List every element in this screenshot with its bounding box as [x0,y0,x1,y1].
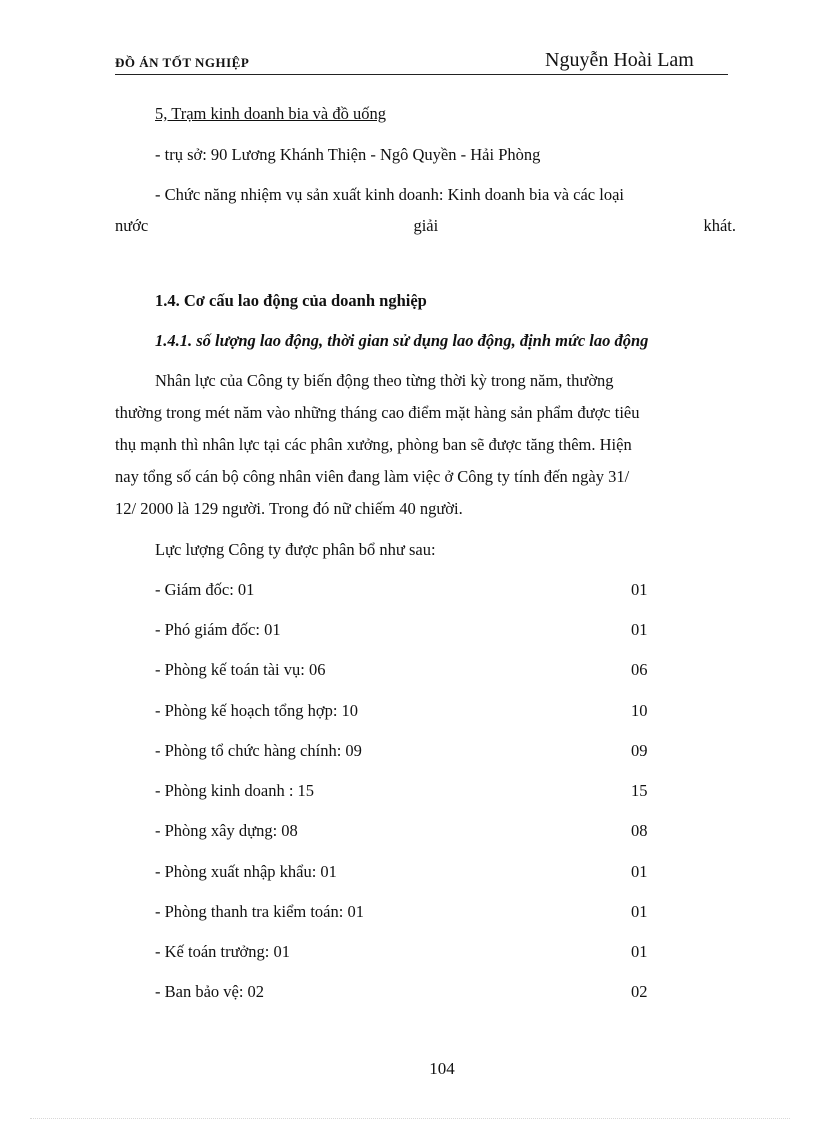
section-1-4-heading: 1.4. Cơ cấu lao động của doanh nghiệp [155,291,427,310]
staff-label: - Phòng kế hoạch tổng hợp: 10 [155,701,359,720]
staff-row [155,660,650,680]
staff-label: - Phòng thanh tra kiểm toán: 01 [155,902,364,921]
staff-row [155,580,650,600]
staff-label: - Phòng tổ chức hàng chính: 09 [155,741,362,760]
staff-value: 01 [631,942,648,961]
section-5-address: - trụ sở: 90 Lương Khánh Thiện - Ngô Quyền - Hải Phòng [155,145,541,164]
staff-value: 08 [631,821,648,840]
staff-row [155,701,650,721]
section-1-4-1-subheading: 1.4.1. số lượng lao động, thời gian sử dụng lao động, định mức lao động [155,331,649,350]
section-5-function-line-2 [115,216,736,236]
paragraph-line: thường trong mét năm vào những tháng cao điểm mặt hàng sản phẩm được tiêu [115,403,640,422]
header-title: ĐỒ ÁN TỐT NGHIỆP [115,55,250,70]
staff-list-intro: Lực lượng Công ty được phân bổ như sau: [155,540,436,559]
staff-label: - Phòng xây dựng: 08 [155,821,298,840]
staff-value: 01 [631,862,648,881]
page-number: 104 [429,1059,455,1078]
staff-row [155,942,650,962]
footer-divider [30,1118,790,1119]
staff-value: 10 [631,701,648,720]
header-author: Nguyễn Hoài Lam [545,49,694,71]
staff-row [155,620,650,640]
staff-value: 15 [631,781,648,800]
staff-value: 02 [631,982,648,1001]
paragraph-line: Nhân lực của Công ty biến động theo từng thời kỳ trong năm, thường [155,371,614,390]
staff-label: - Phó giám đốc: 01 [155,620,281,639]
staff-value: 01 [631,580,648,599]
staff-value: 09 [631,741,648,760]
paragraph-line: thụ mạnh thì nhân lực tại các phân xưởng, phòng ban sẽ được tăng thêm. Hiện [115,435,632,454]
word: giải [413,216,439,235]
word: nước [115,216,149,235]
staff-row [155,902,650,922]
section-5-function-line-1: - Chức năng nhiệm vụ sản xuất kinh doanh: Kinh doanh bia và các loại [155,185,624,204]
staff-row [155,821,650,841]
staff-row [155,862,650,882]
staff-value: 01 [631,902,648,921]
staff-label: - Kế toán trưởng: 01 [155,942,290,961]
staff-value: 06 [631,660,648,679]
paragraph-line: 12/ 2000 là 129 người. Trong đó nữ chiếm 40 người. [115,499,463,518]
page-header [115,50,728,75]
staff-label: - Phòng xuất nhập khẩu: 01 [155,862,337,881]
word: khát. [703,216,736,235]
paragraph-line: nay tổng số cán bộ công nhân viên đang làm việc ở Công ty tính đến ngày 31/ [115,467,630,486]
staff-row [155,781,650,801]
staff-label: - Ban bảo vệ: 02 [155,982,265,1001]
staff-label: - Phòng kế toán tài vụ: 06 [155,660,326,679]
staff-label: - Giám đốc: 01 [155,580,255,599]
section-5-title: 5, Trạm kinh doanh bia và đồ uống [155,104,386,123]
staff-label: - Phòng kinh doanh : 15 [155,781,315,800]
staff-row [155,741,650,761]
staff-value: 01 [631,620,648,639]
staff-row [155,982,650,1002]
